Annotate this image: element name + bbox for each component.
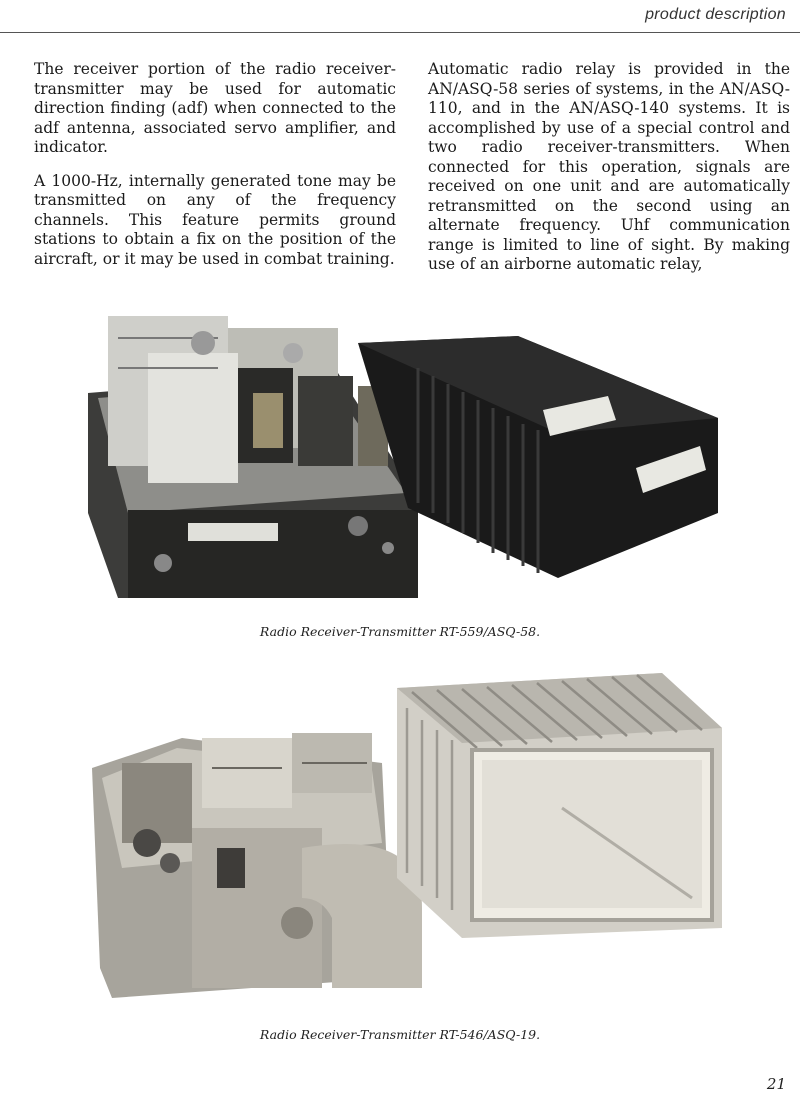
header-rule xyxy=(0,32,800,33)
page-number: 21 xyxy=(766,1075,786,1093)
figure-rt-546-photo xyxy=(92,668,722,1000)
paragraph-relay: Automatic radio relay is provided in the AN/ASQ-58 series of systems, in the AN/ASQ-110, and in the AN/ASQ-140 systems. It is accomplished by use of a special control and two radio receiver-transmitters. When connected for this operation, signals are received on one unit and are automatically retransmitted on the second using an alternate frequency. Uhf communication range is limited to line of sight. By making use of an airborne automatic relay, xyxy=(428,60,790,273)
figure-rt-559-photo xyxy=(88,298,718,603)
figure-caption-2: Radio Receiver-Transmitter RT-546/ASQ-19. xyxy=(259,1027,541,1042)
section-title: product description xyxy=(645,6,786,23)
figure-caption-1: Radio Receiver-Transmitter RT-559/ASQ-58. xyxy=(259,624,541,639)
right-column xyxy=(428,60,790,289)
paragraph-tone: A 1000-Hz, internally generated tone may be transmitted on any of the frequency channels. This feature permits ground stations to obtain a fix on the position of the aircraft, or it may be used in combat training. xyxy=(34,171,396,268)
paragraph-adf: The receiver portion of the radio receiver-transmitter may be used for automatic direction finding (adf) when connected to the adf antenna, associated servo amplifier, and indicator. xyxy=(34,60,396,156)
left-column xyxy=(34,60,396,283)
